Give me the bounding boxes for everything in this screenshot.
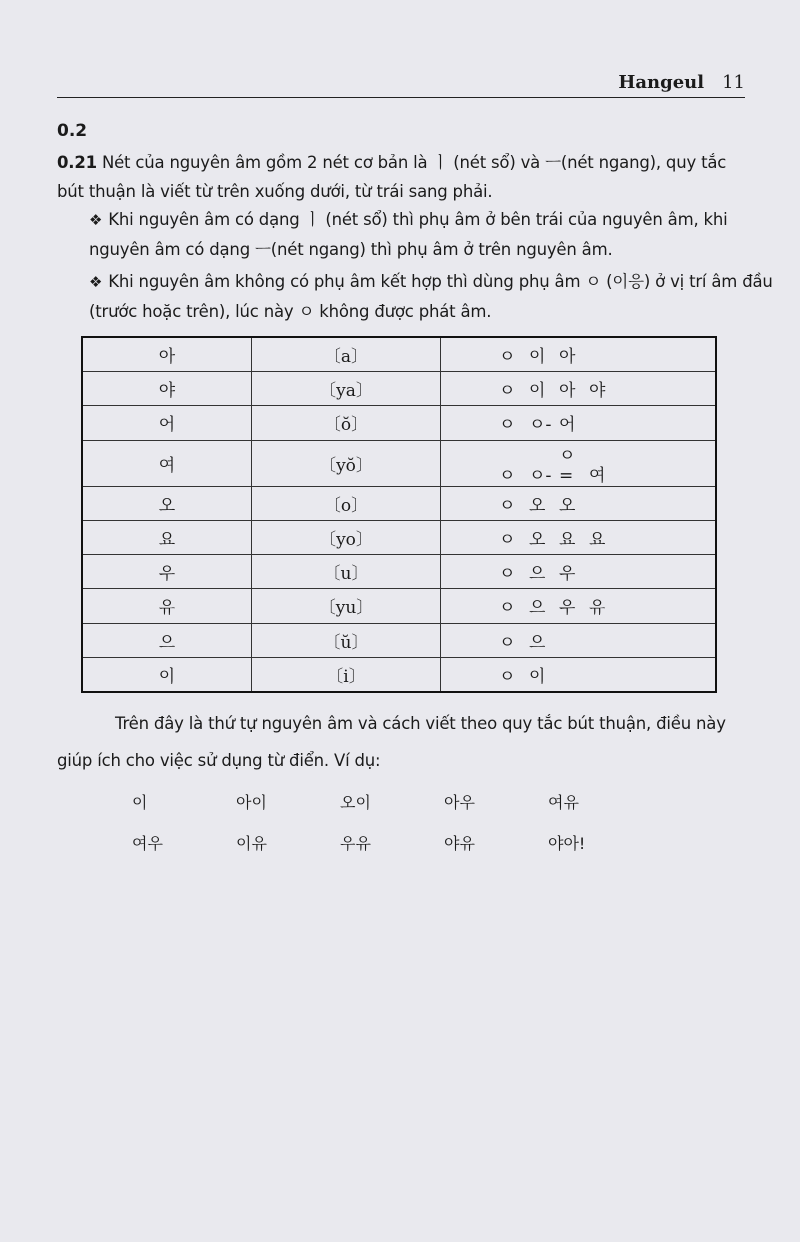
- stroke-order-cell: [441, 589, 717, 623]
- example-word: 이유: [236, 834, 267, 853]
- romanization-cell: 〔yo〕: [252, 521, 441, 555]
- vowel-cell: 이: [82, 657, 252, 692]
- vowel-cell: 어: [82, 406, 252, 440]
- stroke-step: 우: [559, 598, 576, 619]
- stroke-step: ㅇ=: [559, 445, 576, 486]
- vowel-cell: 아: [82, 337, 252, 372]
- stroke-step: 오: [529, 530, 546, 551]
- header-title: Hangeul: [618, 72, 705, 93]
- example-row: [132, 790, 692, 813]
- stroke-step: 이: [529, 381, 546, 402]
- romanization-cell: 〔a〕: [252, 337, 441, 372]
- bullet-paragraph-2: [57, 267, 779, 326]
- example-word: 아우: [444, 793, 475, 812]
- stroke-step: 오: [559, 495, 576, 516]
- stroke-step: 이: [529, 666, 546, 687]
- diamond-bullet-icon: ❖: [89, 273, 103, 291]
- stroke-step: ㅇ: [499, 598, 516, 619]
- stroke-step: 으: [529, 632, 546, 653]
- stroke-step: 이: [529, 347, 546, 368]
- stroke-step: 오: [529, 495, 546, 516]
- example-word: 야아!: [548, 834, 586, 853]
- diamond-bullet-icon: ❖: [89, 211, 103, 229]
- stroke-step: 어: [559, 415, 576, 436]
- romanization-cell: 〔u〕: [252, 555, 441, 589]
- example-word: 여유: [548, 793, 579, 812]
- stroke-order-cell: [441, 623, 717, 657]
- running-header: [57, 72, 745, 93]
- stroke-step: ㅇ: [499, 381, 516, 402]
- stroke-step: 요: [559, 530, 576, 551]
- stroke-step: 아: [559, 347, 576, 368]
- example-row: [132, 831, 692, 854]
- section-heading: 0.2: [57, 121, 88, 141]
- bullet-text: Khi nguyên âm có dạng ㅣ (nét sổ) thì phụ âm ở bên trái của nguyên âm, khi nguyên âm có dạng ㅡ(nét ngang) thì phụ âm ở trên nguyên âm.: [89, 210, 728, 259]
- subsection-number: 0.21: [57, 153, 97, 172]
- stroke-step: ㅇ: [499, 465, 516, 486]
- table-row: [82, 623, 716, 657]
- table-row: [82, 486, 716, 520]
- paragraph-text: Nét của nguyên âm gồm 2 nét cơ bản là ㅣ (nét sổ) và ㅡ(nét ngang), quy tắc bút thuận là viết từ trên xuống dưới, từ trái sang phải.: [57, 153, 727, 201]
- example-word: 이: [132, 793, 148, 812]
- bullet-paragraph-1: [57, 205, 779, 264]
- table-row: [82, 555, 716, 589]
- stroke-step: 요: [589, 530, 606, 551]
- closing-paragraph: [57, 705, 757, 779]
- romanization-cell: 〔i〕: [252, 657, 441, 692]
- table-row: [82, 440, 716, 486]
- vowel-cell: 으: [82, 623, 252, 657]
- stroke-step: ㅇ: [499, 415, 516, 436]
- table-row: [82, 337, 716, 372]
- vowel-stroke-table: [81, 336, 717, 693]
- stroke-step: ㅇ-: [529, 465, 552, 486]
- example-word: 아이: [236, 793, 267, 812]
- table-row: [82, 589, 716, 623]
- vowel-cell: 우: [82, 555, 252, 589]
- page-number: 11: [722, 72, 745, 93]
- stroke-order-cell: [441, 657, 717, 692]
- example-word: 우유: [340, 834, 371, 853]
- vowel-cell: 유: [82, 589, 252, 623]
- vowel-cell: 요: [82, 521, 252, 555]
- stroke-step: ㅇ: [499, 666, 516, 687]
- example-word: 오이: [340, 793, 371, 812]
- vowel-cell: 오: [82, 486, 252, 520]
- table-row: [82, 521, 716, 555]
- table-row: [82, 657, 716, 692]
- stroke-step: 유: [589, 598, 606, 619]
- stroke-step: ㅇ: [499, 495, 516, 516]
- stroke-step: ㅇ-: [529, 415, 552, 436]
- stroke-order-cell: [441, 440, 717, 486]
- paragraph-0-21: [57, 148, 747, 206]
- paragraph-line: Trên đây là thứ tự nguyên âm và cách viết theo quy tắc bút thuận, điều này: [115, 714, 726, 733]
- romanization-cell: 〔ŭ〕: [252, 623, 441, 657]
- vowel-cell: 야: [82, 372, 252, 406]
- stroke-step: 야: [589, 381, 606, 402]
- romanization-cell: 〔o〕: [252, 486, 441, 520]
- stroke-order-cell: [441, 372, 717, 406]
- romanization-cell: 〔yu〕: [252, 589, 441, 623]
- header-divider: [57, 97, 745, 98]
- table-row: [82, 406, 716, 440]
- example-word: 여우: [132, 834, 163, 853]
- stroke-step: 여: [589, 465, 606, 486]
- romanization-cell: 〔ŏ〕: [252, 406, 441, 440]
- stroke-order-cell: [441, 406, 717, 440]
- example-word: 야유: [444, 834, 475, 853]
- stroke-step: 으: [529, 598, 546, 619]
- stroke-step: 아: [559, 381, 576, 402]
- stroke-step: ㅇ: [499, 347, 516, 368]
- stroke-order-cell: [441, 337, 717, 372]
- romanization-cell: 〔yŏ〕: [252, 440, 441, 486]
- stroke-step: ㅇ: [499, 632, 516, 653]
- stroke-order-cell: [441, 555, 717, 589]
- bullet-text: Khi nguyên âm không có phụ âm kết hợp thì dùng phụ âm ㅇ (이응) ở vị trí âm đầu (trước hoặc trên), lúc này ㅇ không được phát âm.: [89, 272, 773, 321]
- paragraph-line: giúp ích cho việc sử dụng từ điển. Ví dụ:: [57, 751, 381, 770]
- stroke-order-cell: [441, 521, 717, 555]
- stroke-step: 우: [559, 564, 576, 585]
- romanization-cell: 〔ya〕: [252, 372, 441, 406]
- table-row: [82, 372, 716, 406]
- stroke-step: 으: [529, 564, 546, 585]
- stroke-step: ㅇ: [499, 564, 516, 585]
- stroke-step: ㅇ: [499, 530, 516, 551]
- stroke-order-cell: [441, 486, 717, 520]
- vowel-cell: 여: [82, 440, 252, 486]
